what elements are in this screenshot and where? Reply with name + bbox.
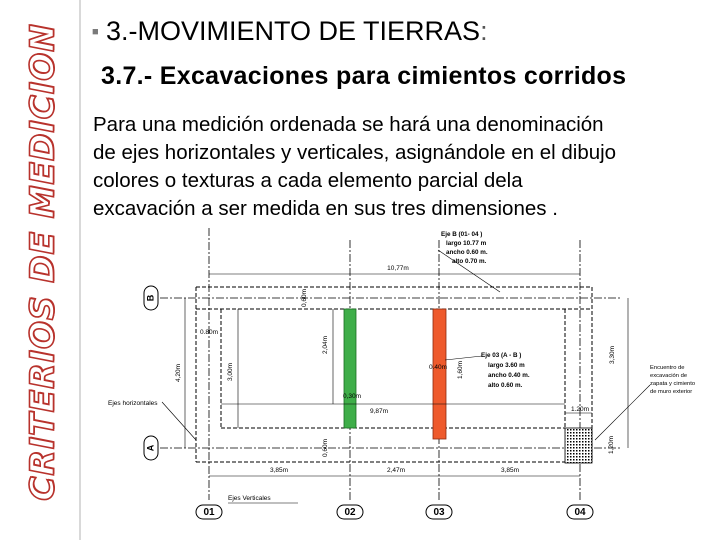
eje-03-line: ancho 0.40 m. <box>488 372 530 379</box>
eje-03-line: Eje 03 (A - B ) <box>481 352 522 359</box>
dim-text-060-top: 0,60m <box>301 288 308 308</box>
eje-b-line: ancho 0.60 m. <box>446 249 488 256</box>
paragraph-line: Para una medición ordenada se hará una denominación <box>93 113 604 136</box>
eje-b-line: alto 0.70 m. <box>452 258 487 265</box>
encuentro-line: excavación de <box>650 373 688 379</box>
encuentro-line: de muro exterior <box>650 389 693 395</box>
leader-encuentro <box>595 385 650 440</box>
dotted-footing-element <box>565 428 592 463</box>
dim-text-204: 2,04m <box>322 335 329 355</box>
axis-label-b: B <box>145 294 156 302</box>
green-excavation-element <box>344 309 356 428</box>
orange-excavation-element <box>433 309 446 439</box>
dim-text-385-left: 3,85m <box>269 467 289 474</box>
eje-03-line: largo 3.60 m <box>488 362 525 369</box>
axis-label-03: 03 <box>433 507 445 518</box>
dim-text-330: 3,30m <box>609 345 616 365</box>
dim-text-top: 10,77m <box>387 265 409 272</box>
paragraph-line: colores o texturas a cada elemento parcial dela <box>93 169 523 192</box>
dim-text-080: 0.80m <box>200 329 219 336</box>
dim-text-420: 4,20m <box>175 363 182 383</box>
label-ejes-verticales: Ejes Verticales <box>228 495 271 502</box>
leader-eje-03 <box>445 356 482 360</box>
eje-b-line: largo 10.77 m <box>446 240 487 247</box>
dim-text-030: 0,30m <box>343 393 362 400</box>
dim-text-120-h: 1.20m <box>571 406 590 413</box>
axis-label-02: 02 <box>344 507 356 518</box>
leader-eje-b <box>438 250 500 292</box>
heading-text: 3.-MOVIMIENTO DE TIERRAS <box>106 16 481 46</box>
paragraph-line: excavación a ser medida en sus tres dimensiones . <box>93 197 558 220</box>
bullet-icon: ■ <box>92 26 99 38</box>
heading-colon: : <box>480 16 488 46</box>
axis-label-04: 04 <box>574 507 586 518</box>
dim-text-385-right: 3,85m <box>500 467 520 474</box>
paragraph-line: de ejes horizontales y verticales, asignándole en el dibujo <box>93 141 617 164</box>
dim-text-040: 0.40m <box>429 364 448 371</box>
subheading: 3.7.- Excavaciones para cimientos corridos <box>101 62 627 90</box>
dim-text-300-left: 3,00m <box>227 362 234 382</box>
axis-label-a: A <box>145 444 156 452</box>
dim-text-987: 9,87m <box>370 408 389 415</box>
eje-03-line: alto 0.60 m. <box>488 382 523 389</box>
dim-text-060-bottom: 0,60m <box>322 438 329 458</box>
label-ejes-horizontales: Ejes horizontales <box>108 400 158 407</box>
eje-b-line: Eje B (01- 04 ) <box>441 231 483 238</box>
dim-text-160: 1,60m <box>457 360 464 380</box>
axis-label-01: 01 <box>203 507 215 518</box>
sidebar-title: CRITERIOS DE MEDICION <box>22 23 62 501</box>
encuentro-line: Encuentro de <box>650 365 685 371</box>
encuentro-line: zapata y cimiento <box>650 381 696 387</box>
leader-horizontales <box>162 402 196 440</box>
dim-text-120-v: 1,20m <box>608 435 615 455</box>
dim-text-247: 2,47m <box>386 467 406 474</box>
